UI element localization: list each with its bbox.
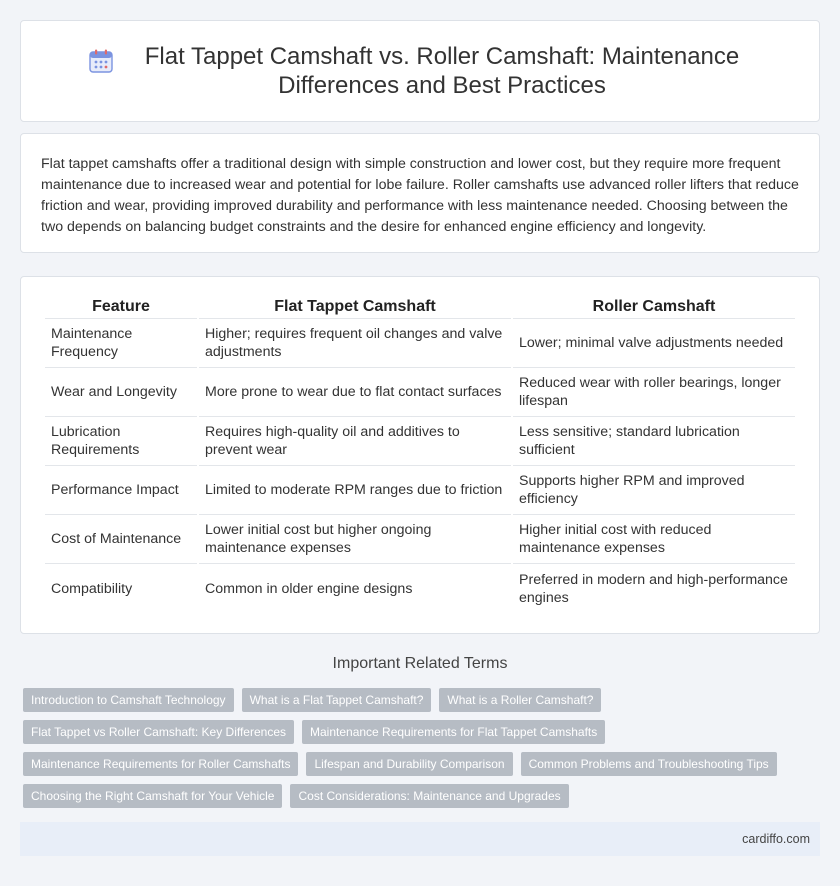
related-term-link[interactable]: Lifespan and Durability Comparison [306,752,512,776]
table-cell-flat-tappet: More prone to wear due to flat contact surfaces [199,368,511,417]
table-row [45,564,795,613]
calendar-icon [88,48,114,74]
table-header-row [45,293,795,319]
table-cell-flat-tappet: Limited to moderate RPM ranges due to friction [199,466,511,515]
table-cell-feature: Maintenance Frequency [45,319,197,368]
table-cell-roller: Higher initial cost with reduced maintenance expenses [513,515,795,564]
related-term-link[interactable]: What is a Roller Camshaft? [439,688,601,712]
footer [20,822,820,856]
table-cell-roller: Preferred in modern and high-performance engines [519,571,788,606]
comparison-table-card [20,276,820,634]
table-cell-feature: Performance Impact [45,466,197,515]
related-term-link[interactable]: Common Problems and Troubleshooting Tips [521,752,777,776]
table-cell-feature: Lubrication Requirements [45,417,197,466]
title-wrap [88,42,752,100]
table-cell-flat-tappet: Common in older engine designs [205,580,413,597]
page-title: Flat Tappet Camshaft vs. Roller Camshaft: Maintenance Differences and Best Practices [144,43,740,99]
table-cell-flat-tappet: Lower initial cost but higher ongoing maintenance expenses [199,515,511,564]
column-header-feature: Feature [45,293,197,319]
related-term-link[interactable]: Choosing the Right Camshaft for Your Vehicle [23,784,282,808]
table-cell-feature: Compatibility [51,580,133,597]
title-card [20,20,820,122]
related-term-link[interactable]: Flat Tappet vs Roller Camshaft: Key Differences [23,720,294,744]
comparison-table [43,293,797,613]
table-cell-roller: Supports higher RPM and improved efficiency [513,466,795,515]
related-terms-title: Important Related Terms [332,655,508,672]
column-header-flat-tappet: Flat Tappet Camshaft [199,293,511,319]
table-cell-roller: Reduced wear with roller bearings, longer lifespan [513,368,795,417]
table-row [45,417,795,466]
table-row [45,319,795,368]
table-cell-flat-tappet: Requires high-quality oil and additives to prevent wear [199,417,511,466]
related-term-link[interactable]: Cost Considerations: Maintenance and Upgrades [290,784,568,808]
related-term-link[interactable]: Maintenance Requirements for Flat Tappet Camshafts [302,720,605,744]
table-cell-roller: Less sensitive; standard lubrication sufficient [513,417,795,466]
table-row [45,368,795,417]
table-row [45,466,795,515]
table-cell-flat-tappet: Higher; requires frequent oil changes and valve adjustments [199,319,511,368]
footer-site-link[interactable]: cardiffo.com [742,832,810,846]
related-term-link[interactable]: Maintenance Requirements for Roller Camshafts [23,752,298,776]
related-term-link[interactable]: Introduction to Camshaft Technology [23,688,234,712]
related-terms-list [23,688,823,808]
table-cell-roller: Lower; minimal valve adjustments needed [513,319,795,368]
column-header-roller: Roller Camshaft [513,293,795,319]
table-row [45,515,795,564]
intro-text: Flat tappet camshafts offer a traditional design with simple construction and lower cost, but they require more frequent maintenance due to increased wear and potential for lobe failure. Roller camshafts use advanced roller lifters that reduce friction and wear, providing improved durability and performance with less maintenance needed. Choosing between the two depends on balancing budget constraints and the desire for enhanced engine efficiency and longevity. [41,156,799,235]
table-cell-feature: Cost of Maintenance [45,515,197,564]
related-term-link[interactable]: What is a Flat Tappet Camshaft? [242,688,432,712]
table-cell-feature: Wear and Longevity [45,368,197,417]
intro-card [20,133,820,253]
